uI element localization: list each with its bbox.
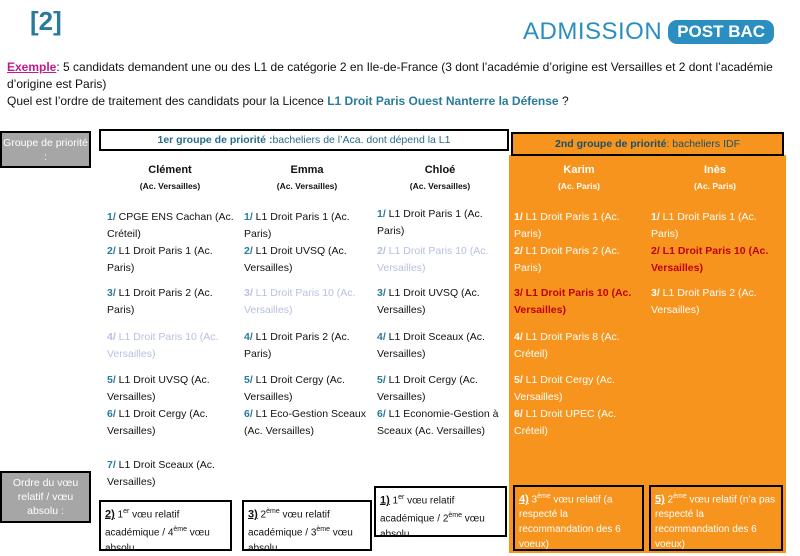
question-highlight: L1 Droit Paris Ouest Nanterre la Défense: [327, 94, 559, 108]
wish-item: 1/ L1 Droit Paris 1 (Ac. Paris): [514, 211, 620, 240]
wish-item-target: 3/ L1 Droit Paris 10 (Ac. Versailles): [244, 287, 356, 316]
second-group-bold: 2nd groupe de priorité: [555, 138, 667, 150]
slide-number: [2]: [30, 6, 62, 36]
wish-item: 2/ L1 Droit Paris 2 (Ac. Paris): [514, 245, 620, 274]
candidate-header-karim: [509, 162, 649, 194]
wish-item: 3/ L1 Droit Paris 2 (Ac. Versailles): [651, 287, 757, 316]
intro-text: [7, 59, 787, 110]
wish-item: 6/ L1 Eco-Gestion Sceaux (Ac. Versailles): [244, 408, 366, 437]
wish-item: 5/ L1 Droit Cergy (Ac. Versailles): [514, 374, 615, 403]
wish-item-target: 2/ L1 Droit Paris 10 (Ac. Versailles): [651, 245, 769, 274]
wish-item: 1/ L1 Droit Paris 1 (Ac. Paris): [651, 211, 757, 240]
admission-post-bac-logo: [523, 18, 774, 46]
candidate-name: Emma: [290, 164, 324, 176]
wish-item: 6/ L1 Droit UPEC (Ac. Créteil): [514, 408, 617, 437]
candidate-academy: (Ac. Versailles): [276, 181, 338, 191]
order-box-karim: 4) 3ème vœu relatif (a respecté la recommandation des 6 voeux): [513, 485, 644, 551]
candidate-academy: (Ac. Versailles): [409, 181, 471, 191]
wish-item-target: 2/ L1 Droit Paris 10 (Ac. Versailles): [377, 245, 489, 274]
logo-badge: POST BAC: [668, 20, 774, 44]
wish-item: 3/ L1 Droit UVSQ (Ac. Versailles): [377, 287, 480, 316]
intro-line: : 5 candidats demandent une ou des L1 de catégorie 2 en Ile-de-France (3 dont l’académie d’origine est Versailles et 2 dont l’académie d’origine est Paris): [7, 60, 773, 91]
candidate-name: Karim: [563, 164, 595, 176]
wish-item: 6/ L1 Droit Cergy (Ac. Versailles): [107, 408, 208, 437]
wish-item: 1/ L1 Droit Paris 1 (Ac. Paris): [377, 208, 483, 237]
wish-item: 4/ L1 Droit Paris 2 (Ac. Paris): [244, 331, 350, 360]
candidate-name: Inès: [703, 164, 726, 176]
candidate-header-chloe: [370, 162, 510, 194]
order-box-ines: 5) 2ème vœu relatif (n’a pas respecté la recommandation des 6 voeux): [649, 485, 783, 551]
candidate-name: Clément: [148, 164, 192, 176]
wish-item: 5/ L1 Droit UVSQ (Ac. Versailles): [107, 374, 210, 403]
candidate-name: Chloé: [424, 164, 456, 176]
wish-item: 1/ CPGE ENS Cachan (Ac. Créteil): [107, 211, 234, 240]
candidate-header-ines: [645, 162, 785, 194]
wish-item: 4/ L1 Droit Sceaux (Ac. Versailles): [377, 331, 485, 360]
wish-item: 5/ L1 Droit Cergy (Ac. Versailles): [377, 374, 478, 403]
order-box-emma: 3) 2ème vœu relatif académique / 3ème vœu absolu: [242, 500, 372, 551]
wish-item: 6/ L1 Economie-Gestion à Sceaux (Ac. Versailles): [377, 408, 499, 437]
first-group-rest: bacheliers de l’Aca. dont dépend la L1: [272, 134, 451, 146]
first-group-bold: 1er groupe de priorité :: [157, 134, 273, 146]
candidate-header-emma: [237, 162, 377, 194]
wish-item: 5/ L1 Droit Cergy (Ac. Versailles): [244, 374, 345, 403]
wish-item: 1/ L1 Droit Paris 1 (Ac. Paris): [244, 211, 350, 240]
candidate-academy: (Ac. Paris): [693, 181, 737, 191]
second-priority-group-header: [511, 132, 784, 156]
order-box-chloe: 1) 1er vœu relatif académique / 2ème vœu absolu: [374, 486, 507, 537]
question-prefix: Quel est l’ordre de traitement des candidats pour la Licence: [7, 94, 328, 108]
candidate-header-clement: [100, 162, 240, 194]
wish-item: 3/ L1 Droit Paris 2 (Ac. Paris): [107, 287, 213, 316]
candidate-academy: (Ac. Paris): [557, 181, 601, 191]
ordre-label: Ordre du vœu relatif / vœu absolu :: [0, 471, 91, 523]
wish-item: 4/ L1 Droit Paris 8 (Ac. Créteil): [514, 331, 620, 360]
logo-word: ADMISSION: [523, 18, 663, 45]
wish-item: 7/ L1 Droit Sceaux (Ac. Versailles): [107, 459, 215, 488]
wish-item-target: 3/ L1 Droit Paris 10 (Ac. Versailles): [514, 287, 632, 316]
wish-item: 2/ L1 Droit UVSQ (Ac. Versailles): [244, 245, 347, 274]
groupe-label: Groupe de priorité :: [0, 131, 91, 168]
example-label: Exemple: [7, 60, 57, 74]
wish-item: 2/ L1 Droit Paris 1 (Ac. Paris): [107, 245, 213, 274]
candidate-academy: (Ac. Versailles): [139, 181, 201, 191]
wish-item-target: 4/ L1 Droit Paris 10 (Ac. Versailles): [107, 331, 219, 360]
first-priority-group-header: [99, 129, 509, 151]
order-box-clement: 2) 1er vœu relatif académique / 4ème vœu absolu: [99, 500, 232, 551]
question-suffix: ?: [558, 94, 569, 108]
second-group-rest: : bacheliers IDF: [666, 138, 740, 150]
